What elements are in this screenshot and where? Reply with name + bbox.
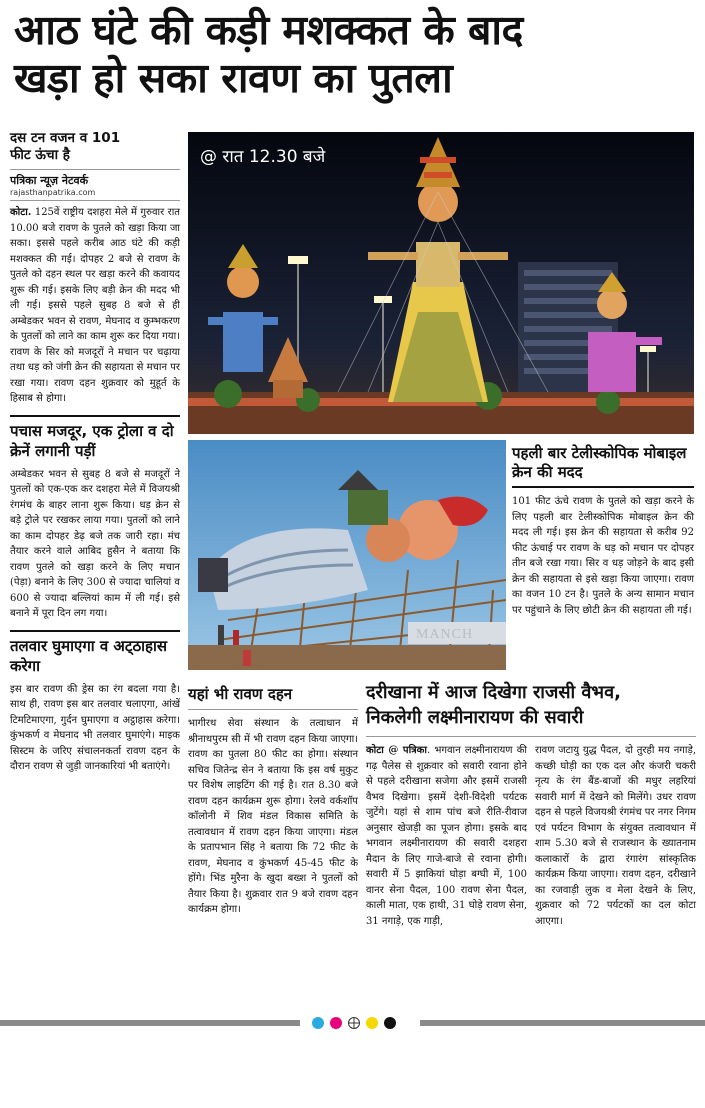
procession-heading-line-2: निकलेगी लक्ष्मीनारायण की सवारी <box>366 707 584 728</box>
crane-heading: पहली बार टेलीस्कोपिक मोबाइल क्रेन की मदद <box>512 440 694 488</box>
procession-body-col-2: रावण जटायु युद्ध पैदल, दो तुरही मय नगाड़े, कच्छी घोड़ी का एक दल और कंजरी चकरी नृत्य के रंग बैंड-बाजों की मधुर लहरियां सवारी मार्ग में देखने को मिलेंगे। उधर रावण दहन से पहले विजयश्री रंगमंच पर नगर निगम एवं पर्यटन विभाग के संयुक्त तत्वावधान में शाम 5.30 बजे से राजस्थान के ख्यातनाम कलाकारों के द्वारा रंगारंग सांस्कृतिक कार्यक्रम किया जाएगा। रावण दहन, दरीखाने का रजवाड़ी लुक व मेला देखने के लिए, शुक्रवार को 72 पर्यटकों का दल कोटा आएगा। <box>535 745 696 927</box>
time-caption: @ रात 12.30 बजे <box>200 147 326 167</box>
procession-columns <box>366 743 696 929</box>
page-headline <box>14 6 694 102</box>
manch-sign: MANCH <box>416 627 474 642</box>
registration-dot-cyan <box>312 1017 324 1029</box>
site-url: rajasthanpatrika.com <box>10 188 180 201</box>
procession-body-col-1-text: . भगवान लक्ष्मीनारायण की गढ़ पैलेस से शुक्रवार को सवारी रवाना होने से पहले दरीखाना सजेगा और इसमें राजसी वैभव दिखेगा। इसमें देशी-विदेशी पर्यटक जुटेंगे। यहां से शाम पांच बजे रीति-रीवाज अनुसार खेजड़ी का पूजन होगा। इसके बाद भगवान लक्ष्मीनारायण की सवारी दशहरा मैदान के लिए गाजे-बाजे से रवाना होगी। सवारी में 5 झाकियां घोड़ा बग्घी में, 100 वानर सेना पैदल, 100 रावण सेना पैदल, काली माता, एक हाथी, 31 घोड़े रावण सेना, 31 नगाड़े, एक गाड़ी, <box>366 745 527 927</box>
headline-line-1: आठ घंटे की कड़ी मशक्कत के बाद <box>14 6 523 54</box>
registration-dot-magenta <box>330 1017 342 1029</box>
headline-line-2: खड़ा हो सका रावण का पुतला <box>14 54 453 102</box>
registration-dot-yellow <box>366 1017 378 1029</box>
sword-body: इस बार रावण की ड्रेस का रंग बदला गया है। साथ ही, रावण इस बार तलवार चलाएगा, आंखें टिमटिमाएगा, गुर्दन घुमाएगा व अट्ठाहास करेगा। कुंभकर्ण व मेघनाद भी तलवार घुमाएंगे। माइक सिस्टम के जरिए संचालनकर्ता रावण दहन के दौरान रावण से जुड़ी जानकारियां भी बताएंगे। <box>10 683 180 772</box>
procession-heading <box>366 680 696 737</box>
lead-subhead-line-1: दस टन वजन व 101 <box>10 130 121 146</box>
crane-box <box>512 440 694 672</box>
lead-column <box>10 130 180 775</box>
ravan-night-illustration <box>188 132 694 434</box>
photo-ravan-night <box>188 132 694 434</box>
also-body: भागीरथ सेवा संस्थान के तत्वाधान में श्रीनाथपुरम सी में भी रावण दहन किया जाएगा। रावण का पुतला 80 फीट का होगा। संस्थान सचिव जितेन्द्र सेन ने बताया कि इस वर्ष मुकुट पर विशेष लाइटिंग की गई है। रात 8.30 बजे रावण दहन कार्यक्रम शुरू होगा। रेलवे वर्कशॉप कॉलोनी में शिव मंडल विकास समिति के तत्वावधान में रावण दहन किया जाएगा। मंडल के प्रतापभान सिंह ने बताया कि 72 फीट के रावण, मेघनाद व कुंभकर्ण 45-45 फीट के होंगे। भिंड मुरैना के खुदा बख्श ने पुतलों को तैयार किया है। शुक्रवार रात 9 बजे रावण दहन कार्यक्रम होगा। <box>188 718 358 915</box>
footer-bar-left <box>0 1020 300 1026</box>
procession-dateline: कोटा @ पत्रिका <box>366 745 427 756</box>
also-heading: यहां भी रावण दहन <box>188 680 358 710</box>
lead-body <box>10 205 180 407</box>
labour-heading: पचास मजदूर, एक ट्रोला व दो क्रेनें लगानी पड़ीं <box>10 415 180 461</box>
lead-body-text: 125वें राष्ट्रीय दशहरा मेले में गुरुवार रात 10.00 बजे रावण के पुतले को खड़ा किया जा सका। इससे पहले करीब आठ घंटे की कड़ी मशक्कत की गई। दोपहर 2 बजे से रावण के पुतले को दहन स्थल पर खड़ा करने की कवायद शुरू की गई। इसके लिए बड़ी क्रेन की मदद भी ली गई। इससे पहले सुबह 8 बजे से ही अम्बेडकर भवन से रावण, मेघनाद व कुम्भकरण के पुतलों को लाने का काम शुरू कर दिया गया। रावण के सिर को मजदूरों ने मचान पर चढ़ाया तथा धड़ को जंगी क्रेन की सहायता से मचान पर रखा गया। रावण दहन शुक्रवार को मुहूर्त के हिसाब से होगा। <box>10 207 181 404</box>
byline: पत्रिका न्यूज़ नेटवर्क <box>10 169 180 188</box>
procession-article <box>366 680 696 929</box>
lead-dateline: कोटा. <box>10 207 32 218</box>
photo-ravan-crane <box>188 440 506 670</box>
procession-heading-line-1: दरीखाना में आज दिखेगा राजसी वैभव, <box>366 682 621 703</box>
sword-heading: तलवार घुमाएगा व अट्‌ठाहास करेगा <box>10 630 180 676</box>
footer-bar-right <box>420 1020 705 1026</box>
procession-body-col-1 <box>366 743 527 929</box>
lead-subhead-line-2: फीट ऊंचा है <box>10 147 70 163</box>
registration-marks <box>312 1017 396 1029</box>
registration-dot-black <box>384 1017 396 1029</box>
lead-subhead <box>10 130 180 164</box>
also-ravan-dahan-column <box>188 680 358 918</box>
labour-body: अम्बेडकर भवन से सुबह 8 बजे से मजदूरों ने पुतलों को एक-एक कर दशहरा मेले में विजयश्री रंगमंच के बाहर लाना शुरू किया। धड़ क्रेन से बड़े ट्रोले पर रखकर लाया गया। पुतलों को लाने का काम दोपहर डेढ़ बजे तक जारी रहा। मंच तैयार करने वाले आबिद हुसैन ने बताया कि रावण पुतले को खड़ा करने के लिए मचान (पेड़ा) बनाने के लिए 300 से ज्यादा चालियां व 600 से ज्यादा बल्लियां काम में ली गई। इसे बनाने में पूरा दिन लग गया। <box>10 468 180 619</box>
crane-body: 101 फीट ऊंचे रावण के पुतले को खड़ा करने के लिए पहली बार टेलीस्कोपिक मोबाइल क्रेन की मदद ली गई। इस क्रेन की सहायता से करीब 92 फीट ऊंचाई पर रावण के धड़ को मचान पर दोपहर तीन बजे रखा गया। सिर व धड़ जोड़ने के बाद इसी क्रेन की सहायता से इसे खड़ा किया जाएगा। रावण का वजन 10 टन है। पुतले के अन्य सामान मचान पर पहुंचाने के लिए छोटी क्रेन की सहायता ली गई। <box>512 496 694 616</box>
registration-crosshair-icon <box>348 1017 360 1029</box>
